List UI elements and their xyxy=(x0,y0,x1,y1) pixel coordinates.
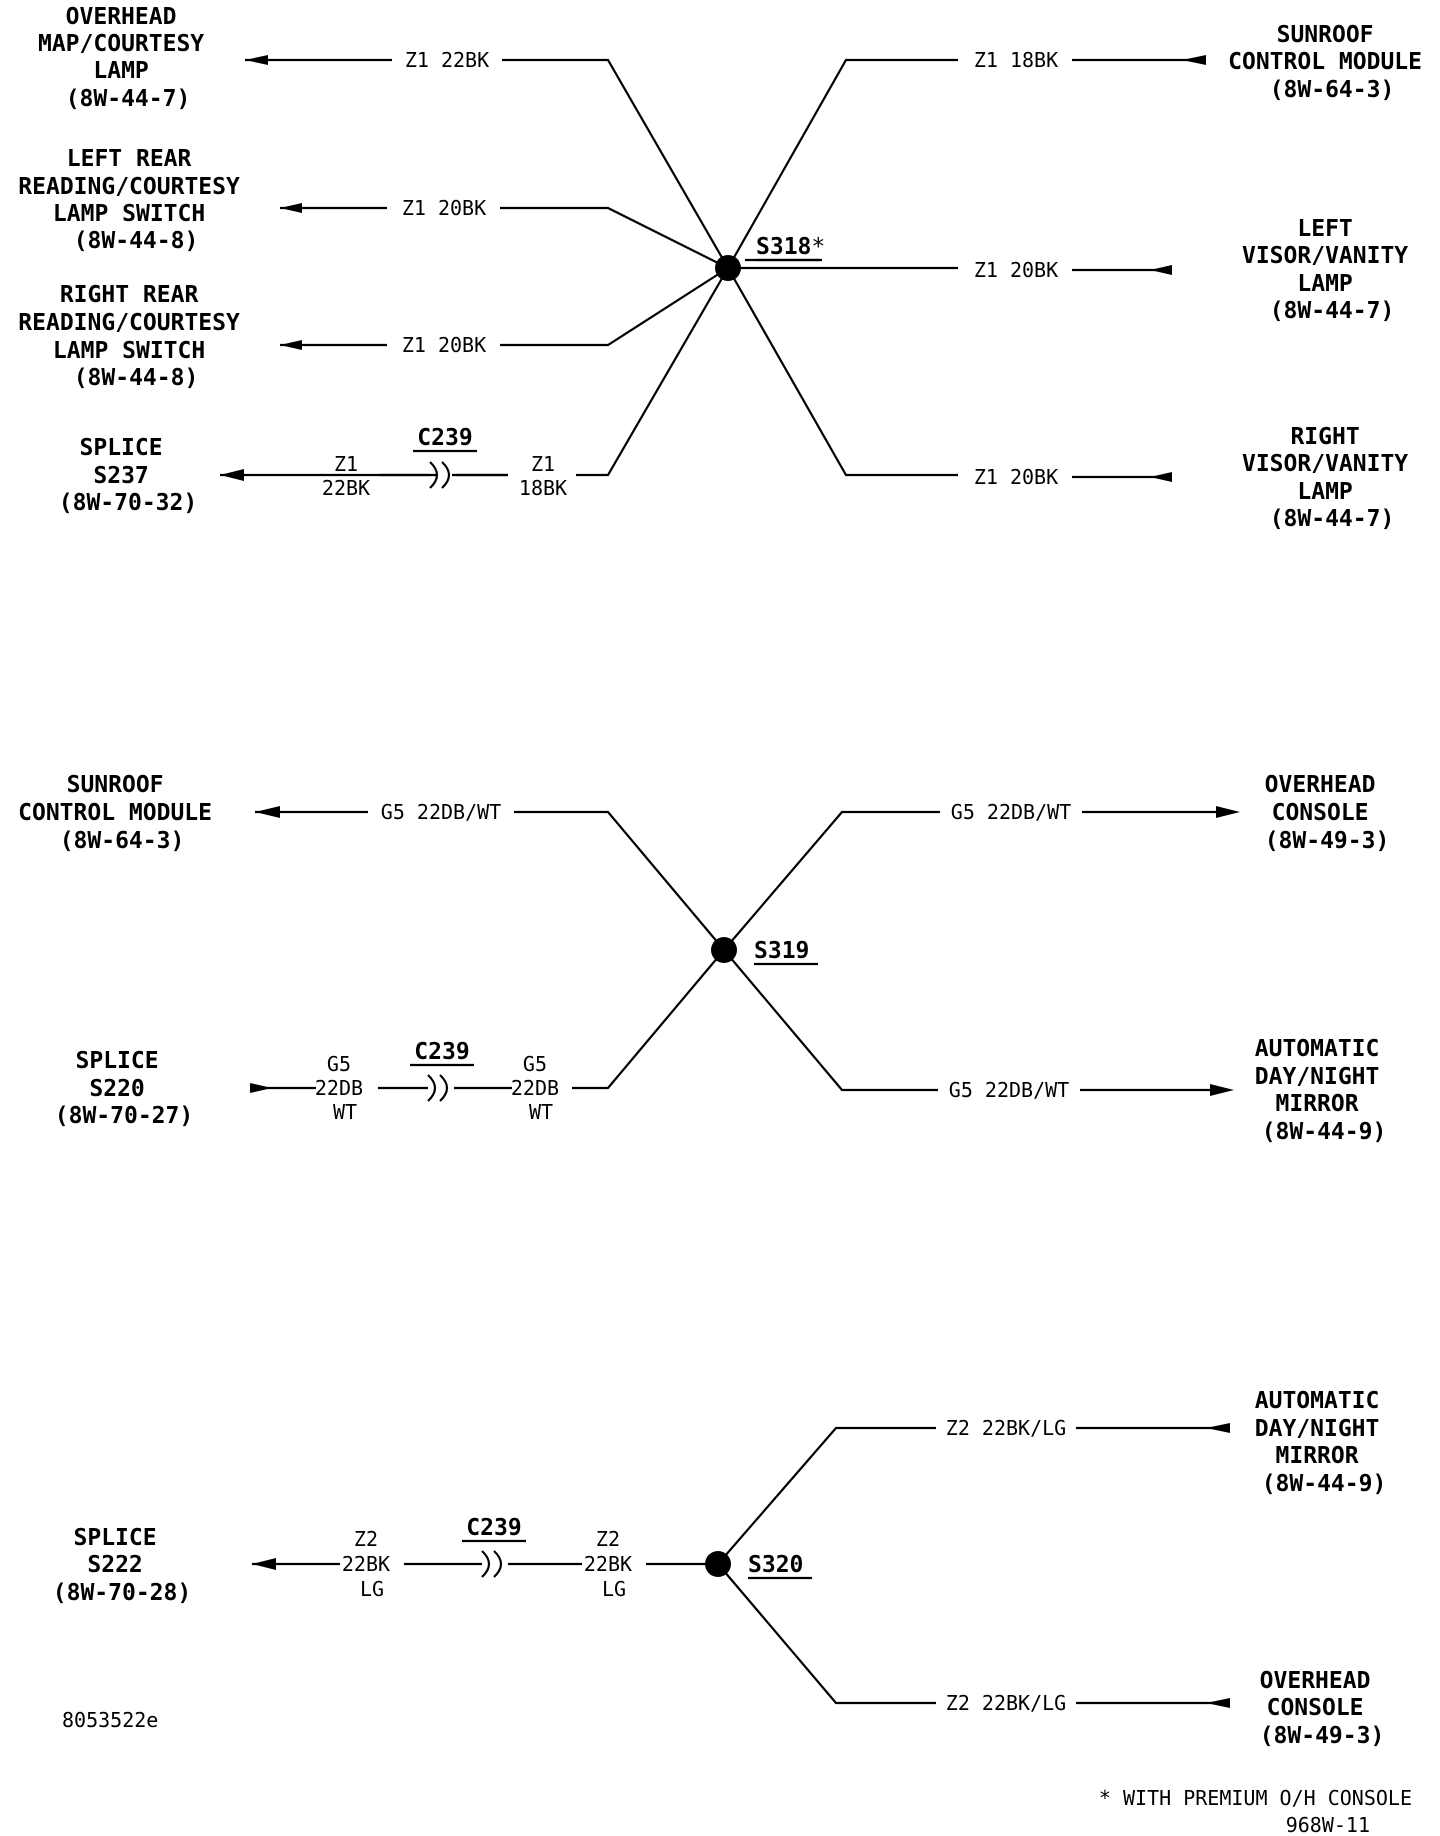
component-overhead-console-s319: OVERHEAD CONSOLE (8W-49-3) xyxy=(1264,772,1390,854)
connector-label-c239-s220: C239 xyxy=(414,1039,470,1065)
component-left-visor-vanity-lamp: LEFT VISOR/VANITY LAMP (8W-44-7) xyxy=(1241,216,1409,324)
component-splice-s220: SPLICE S220 (8W-70-27) xyxy=(54,1048,194,1129)
diagram-number: 8053522e xyxy=(62,1708,159,1732)
wire-label-sunroof-s319: G5 22DB/WT xyxy=(380,800,502,824)
arrow-overhead-map xyxy=(245,55,268,65)
wire-label-mirror-s320: Z2 22BK/LG xyxy=(945,1416,1067,1440)
component-splice-s222: SPLICE S222 (8W-70-28) xyxy=(52,1525,192,1606)
wire-label-overhead-console-s319: G5 22DB/WT xyxy=(950,800,1072,824)
arrow-overhead-console-s319 xyxy=(1216,806,1240,818)
component-splice-s237: SPLICE S237 (8W-70-32) xyxy=(58,435,198,516)
s320-section xyxy=(53,1388,1393,1749)
wire-right-rear-right xyxy=(500,268,728,345)
wire-sunroof-s319-right xyxy=(514,812,724,950)
component-sunroof-control-module-s318: SUNROOF CONTROL MODULE (8W-64-3) xyxy=(1228,22,1423,103)
wire-label-overhead-console-s320: Z2 22BK/LG xyxy=(945,1691,1067,1715)
s320-splice-dot xyxy=(705,1551,731,1577)
wire-overhead-console-s320 xyxy=(718,1564,936,1703)
arrow-sunroof xyxy=(1182,55,1206,65)
wire-label-s237-left-2: 22BK xyxy=(321,476,371,500)
wire-s237-right xyxy=(576,268,728,475)
s318-section xyxy=(18,4,1436,532)
c239-connector-s222 xyxy=(404,1551,582,1577)
arrow-left-rear xyxy=(280,203,302,213)
arrow-left-visor xyxy=(1150,265,1172,275)
figure-id: 968W-11 xyxy=(1285,1813,1370,1836)
wire-label-left-rear: Z1 20BK xyxy=(401,196,487,220)
arrow-overhead-console-s320 xyxy=(1206,1698,1230,1708)
wire-label-overhead-map: Z1 22BK xyxy=(404,48,490,72)
wire-label-s220-right: G5 22DB WT xyxy=(510,1052,560,1124)
arrow-right-visor xyxy=(1150,472,1172,482)
component-left-rear-reading-lamp-switch: LEFT REAR READING/COURTESY LAMP SWITCH (8W-44-8) xyxy=(18,146,240,254)
arrow-s222 xyxy=(252,1558,276,1570)
arrow-s237 xyxy=(220,469,244,481)
s320-splice-label: S320 xyxy=(748,1552,804,1578)
component-day-night-mirror-s319: AUTOMATIC DAY/NIGHT MIRROR (8W-44-9) xyxy=(1254,1036,1387,1145)
footnote-premium-console: * WITH PREMIUM O/H CONSOLE xyxy=(1098,1786,1412,1810)
wire-overhead-console-s319 xyxy=(724,812,940,950)
arrow-mirror-s320 xyxy=(1206,1423,1230,1433)
wire-label-left-visor: Z1 20BK xyxy=(973,258,1059,282)
arrow-sunroof-s319 xyxy=(255,806,280,818)
s319-section xyxy=(18,772,1393,1145)
component-sunroof-control-module-s319: SUNROOF CONTROL MODULE (8W-64-3) xyxy=(18,772,213,854)
wire-overhead-map-right xyxy=(502,60,728,268)
wire-label-s237-right-1: Z1 xyxy=(530,452,556,476)
connector-label-c239-s222: C239 xyxy=(466,1515,522,1541)
s318-splice-label: S318* xyxy=(756,234,826,260)
wire-label-s237-right-2: 18BK xyxy=(518,476,568,500)
wire-label-right-rear: Z1 20BK xyxy=(401,333,487,357)
arrow-mirror-s319 xyxy=(1210,1084,1234,1096)
wire-label-mirror-s319: G5 22DB/WT xyxy=(948,1078,1070,1102)
arrow-s220 xyxy=(250,1083,272,1093)
s319-splice-label: S319 xyxy=(754,938,810,964)
s319-splice-dot xyxy=(711,937,737,963)
component-right-visor-vanity-lamp: RIGHT VISOR/VANITY LAMP (8W-44-7) xyxy=(1241,424,1409,532)
wire-label-s220-left: G5 22DB WT xyxy=(314,1052,364,1124)
component-right-rear-reading-lamp-switch: RIGHT REAR READING/COURTESY LAMP SWITCH (8W-44-8) xyxy=(18,282,240,391)
wire-right-visor xyxy=(728,268,958,475)
component-overhead-console-s320: OVERHEAD CONSOLE (8W-49-3) xyxy=(1259,1668,1385,1749)
connector-label-c239-s237: C239 xyxy=(417,425,473,451)
wire-label-s222-left: Z2 22BK LG xyxy=(341,1527,391,1601)
wire-label-s237-left-1: Z1 xyxy=(333,452,359,476)
wire-mirror-s320 xyxy=(718,1428,936,1564)
wire-label-right-visor: Z1 20BK xyxy=(973,465,1059,489)
wire-label-sunroof: Z1 18BK xyxy=(973,48,1059,72)
component-overhead-map-lamp: OVERHEAD MAP/COURTESY LAMP (8W-44-7) xyxy=(37,4,205,112)
c239-connector-s220 xyxy=(378,1075,512,1101)
component-day-night-mirror-s320: AUTOMATIC DAY/NIGHT MIRROR (8W-44-9) xyxy=(1254,1388,1387,1497)
wire-left-rear-right xyxy=(500,208,728,268)
s318-splice-dot xyxy=(715,255,741,281)
wire-label-s222-right: Z2 22BK LG xyxy=(583,1527,633,1601)
wire-mirror-s319 xyxy=(724,950,938,1090)
wire-s220-right xyxy=(572,950,724,1088)
arrow-right-rear xyxy=(280,340,302,350)
